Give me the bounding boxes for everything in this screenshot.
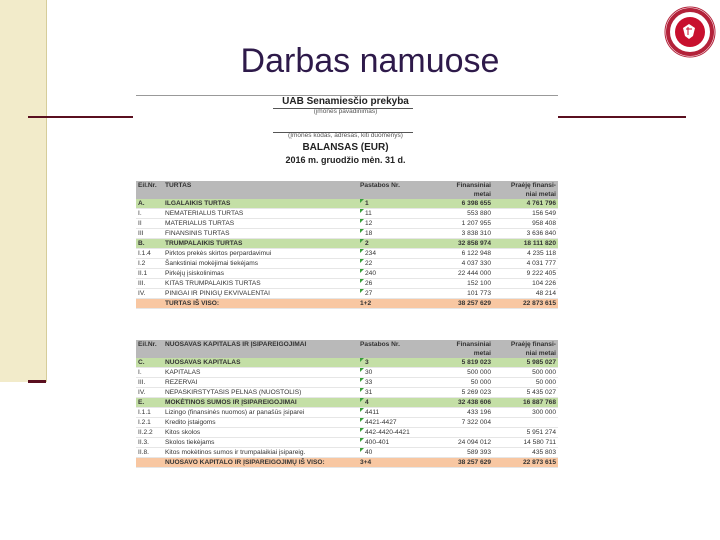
company-info-caption: (Įmonės kodas, adresas, kiti duomenys) xyxy=(288,132,403,139)
previous-year-value: 5 435 027 xyxy=(493,388,558,398)
table-row xyxy=(136,209,558,219)
previous-year-value xyxy=(493,418,558,428)
note-number xyxy=(358,408,428,418)
current-year-value: 3 838 310 xyxy=(428,229,493,239)
previous-year-value: 18 111 820 xyxy=(493,239,558,249)
table-row xyxy=(136,418,558,428)
current-year-value: 5 269 023 xyxy=(428,388,493,398)
note-number-text: 442-4420-4421 xyxy=(365,429,410,436)
item-name: NUOSAVO KAPITALO IR ĮSIPAREIGOJIMŲ IŠ VISO: xyxy=(163,458,358,468)
current-year-value: 7 322 004 xyxy=(428,418,493,428)
university-seal-icon xyxy=(664,6,716,58)
assets-table xyxy=(136,181,558,309)
table-row xyxy=(136,438,558,448)
current-year-value: 38 257 629 xyxy=(428,458,493,468)
previous-year-value: 435 803 xyxy=(493,448,558,458)
note-number xyxy=(358,378,428,388)
row-number: C. xyxy=(136,358,163,368)
row-number: I. xyxy=(136,209,163,219)
item-name: TURTAS IŠ VISO: xyxy=(163,299,358,309)
item-name: KITAS TRUMPALAIKIS TURTAS xyxy=(163,279,358,289)
note-marker-icon xyxy=(360,448,364,452)
note-marker-icon xyxy=(360,239,364,243)
column-header: Finansiniai xyxy=(428,340,493,349)
row-number xyxy=(136,299,163,309)
row-number: II.8. xyxy=(136,448,163,458)
table-row xyxy=(136,428,558,438)
column-header xyxy=(163,190,358,199)
company-name: UAB Senamiesčio prekyba xyxy=(282,96,409,107)
row-number: II.3. xyxy=(136,438,163,448)
slide-title: Darbas namuose xyxy=(240,42,500,80)
column-header: Praėję finansi- xyxy=(493,181,558,190)
note-number xyxy=(358,438,428,448)
table-row xyxy=(136,448,558,458)
column-header xyxy=(136,190,163,199)
note-number xyxy=(358,368,428,378)
column-header xyxy=(358,190,428,199)
item-name: MOKĖTINOS SUMOS IR ĮSIPAREIGOJIMAI xyxy=(163,398,358,408)
note-number xyxy=(358,398,428,408)
previous-year-value: 4 235 118 xyxy=(493,249,558,259)
note-number-text: 400-401 xyxy=(365,439,390,446)
title-underline-right xyxy=(558,116,686,118)
note-number-text: 26 xyxy=(365,280,373,287)
current-year-value: 32 438 606 xyxy=(428,398,493,408)
previous-year-value: 500 000 xyxy=(493,368,558,378)
note-number xyxy=(358,448,428,458)
column-header: Praėję finansi- xyxy=(493,340,558,349)
table-row xyxy=(136,378,558,388)
current-year-value: 6 398 655 xyxy=(428,199,493,209)
column-header: NUOSAVAS KAPITALAS IR ĮSIPAREIGOJIMAI xyxy=(163,340,358,349)
previous-year-value: 5 951 274 xyxy=(493,428,558,438)
note-number-text: 30 xyxy=(365,369,373,376)
item-name: KAPITALAS xyxy=(163,368,358,378)
item-name: Kitos mokėtinos sumos ir trumpalaikiai įsipareig. xyxy=(163,448,358,458)
table-row xyxy=(136,219,558,229)
note-marker-icon xyxy=(360,428,364,432)
note-marker-icon xyxy=(360,219,364,223)
table-header-row xyxy=(136,349,558,358)
previous-year-value: 5 985 027 xyxy=(493,358,558,368)
note-number xyxy=(358,209,428,219)
note-number: 3+4 xyxy=(358,458,428,468)
note-number-text: 4411 xyxy=(365,409,380,416)
row-number: III. xyxy=(136,279,163,289)
current-year-value: 1 207 955 xyxy=(428,219,493,229)
table-row xyxy=(136,249,558,259)
sidebar-edge xyxy=(46,0,47,382)
note-marker-icon xyxy=(360,209,364,213)
note-marker-icon xyxy=(360,289,364,293)
previous-year-value: 156 549 xyxy=(493,209,558,219)
note-number-text: 4421-4427 xyxy=(365,419,397,426)
note-number xyxy=(358,418,428,428)
note-number-text: 240 xyxy=(365,270,377,277)
column-header: Finansiniai xyxy=(428,181,493,190)
current-year-value: 24 094 012 xyxy=(428,438,493,448)
table-row xyxy=(136,269,558,279)
note-number xyxy=(358,279,428,289)
note-number xyxy=(358,289,428,299)
note-marker-icon xyxy=(360,388,364,392)
note-number-text: 33 xyxy=(365,379,373,386)
note-marker-icon xyxy=(360,279,364,283)
company-caption: (įmonės pavadinimas) xyxy=(313,108,378,115)
item-name: Kitos skolos xyxy=(163,428,358,438)
column-header xyxy=(163,349,358,358)
current-year-value: 152 100 xyxy=(428,279,493,289)
previous-year-value: 22 873 615 xyxy=(493,299,558,309)
note-number xyxy=(358,259,428,269)
note-number-text: 3 xyxy=(365,359,369,366)
current-year-value xyxy=(428,428,493,438)
row-number: I.2 xyxy=(136,259,163,269)
note-number-text: 11 xyxy=(365,210,372,217)
note-number-text: 234 xyxy=(365,250,377,257)
current-year-value: 500 000 xyxy=(428,368,493,378)
column-header: TURTAS xyxy=(163,181,358,190)
note-number xyxy=(358,269,428,279)
note-marker-icon xyxy=(360,368,364,372)
previous-year-value: 9 222 405 xyxy=(493,269,558,279)
item-name: REZERVAI xyxy=(163,378,358,388)
row-number: IV. xyxy=(136,388,163,398)
row-number: II.2.2 xyxy=(136,428,163,438)
column-header: Pastabos Nr. xyxy=(358,181,428,190)
note-number-text: 18 xyxy=(365,230,373,237)
note-marker-icon xyxy=(360,259,364,263)
statement-title: BALANSAS (EUR) xyxy=(302,142,389,153)
total-row xyxy=(136,458,558,468)
section-row xyxy=(136,358,558,368)
current-year-value: 433 196 xyxy=(428,408,493,418)
note-number-text: 40 xyxy=(365,449,373,456)
note-marker-icon xyxy=(360,398,364,402)
note-number xyxy=(358,239,428,249)
item-name: NEMATERIALUS TURTAS xyxy=(163,209,358,219)
column-header: metai xyxy=(428,190,493,199)
current-year-value: 5 819 023 xyxy=(428,358,493,368)
current-year-value: 4 037 330 xyxy=(428,259,493,269)
note-number xyxy=(358,428,428,438)
row-number: I.1.1 xyxy=(136,408,163,418)
sidebar-accent xyxy=(28,380,46,383)
row-number: II xyxy=(136,219,163,229)
item-name: NUOSAVAS KAPITALAS xyxy=(163,358,358,368)
note-marker-icon xyxy=(360,438,364,442)
note-number-text: 22 xyxy=(365,260,373,267)
section-row xyxy=(136,239,558,249)
item-name: Pirkėjų įsiskolinimas xyxy=(163,269,358,279)
item-name: Skolos tiekėjams xyxy=(163,438,358,448)
note-number-text: 31 xyxy=(365,389,373,396)
title-underline-left xyxy=(28,116,133,118)
row-number: III xyxy=(136,229,163,239)
table-row xyxy=(136,289,558,299)
note-number: 1+2 xyxy=(358,299,428,309)
item-name: PINIGAI IR PINIGŲ EKVIVALENTAI xyxy=(163,289,358,299)
column-header xyxy=(358,349,428,358)
table-row xyxy=(136,368,558,378)
current-year-value: 38 257 629 xyxy=(428,299,493,309)
note-marker-icon xyxy=(360,358,364,362)
section-row xyxy=(136,199,558,209)
note-marker-icon xyxy=(360,269,364,273)
column-header: metai xyxy=(428,349,493,358)
previous-year-value: 50 000 xyxy=(493,378,558,388)
note-marker-icon xyxy=(360,249,364,253)
previous-year-value: 4 761 796 xyxy=(493,199,558,209)
note-marker-icon xyxy=(360,229,364,233)
note-number-text: 27 xyxy=(365,290,373,297)
item-name: ILGALAIKIS TURTAS xyxy=(163,199,358,209)
note-number xyxy=(358,358,428,368)
current-year-value: 553 880 xyxy=(428,209,493,219)
row-number: III. xyxy=(136,378,163,388)
note-number-text: 12 xyxy=(365,220,373,227)
row-number: II.1 xyxy=(136,269,163,279)
previous-year-value: 104 226 xyxy=(493,279,558,289)
table-header-row xyxy=(136,181,558,190)
column-header: niai metai xyxy=(493,349,558,358)
row-number: B. xyxy=(136,239,163,249)
note-marker-icon xyxy=(360,418,364,422)
column-header: Eil.Nr. xyxy=(136,340,163,349)
note-number-text: 4 xyxy=(365,399,369,406)
note-number xyxy=(358,199,428,209)
note-number-text: 1 xyxy=(365,200,369,207)
note-marker-icon xyxy=(360,408,364,412)
row-number: I.1.4 xyxy=(136,249,163,259)
item-name: Pirktos prekės skirtos perpardavimui xyxy=(163,249,358,259)
balance-sheet-document xyxy=(133,95,558,490)
decorative-sidebar xyxy=(0,0,46,382)
previous-year-value: 16 887 768 xyxy=(493,398,558,408)
equity-liabilities-table xyxy=(136,340,558,468)
table-row xyxy=(136,229,558,239)
current-year-value: 589 393 xyxy=(428,448,493,458)
current-year-value: 32 858 974 xyxy=(428,239,493,249)
note-marker-icon xyxy=(360,199,364,203)
previous-year-value: 3 636 840 xyxy=(493,229,558,239)
item-name: MATERIALUS TURTAS xyxy=(163,219,358,229)
row-number: IV. xyxy=(136,289,163,299)
table-header-row xyxy=(136,190,558,199)
current-year-value: 50 000 xyxy=(428,378,493,388)
note-number xyxy=(358,219,428,229)
table-row xyxy=(136,408,558,418)
section-row xyxy=(136,398,558,408)
note-number xyxy=(358,229,428,239)
table-header-row xyxy=(136,340,558,349)
table-row xyxy=(136,279,558,289)
current-year-value: 22 444 000 xyxy=(428,269,493,279)
note-number xyxy=(358,249,428,259)
item-name: NEPASKIRSTYTASIS PELNAS (NUOSTOLIS) xyxy=(163,388,358,398)
previous-year-value: 14 580 711 xyxy=(493,438,558,448)
current-year-value: 6 122 948 xyxy=(428,249,493,259)
row-number: I.2.1 xyxy=(136,418,163,428)
item-name: TRUMPALAIKIS TURTAS xyxy=(163,239,358,249)
previous-year-value: 300 000 xyxy=(493,408,558,418)
previous-year-value: 4 031 777 xyxy=(493,259,558,269)
row-number xyxy=(136,458,163,468)
item-name: Lizingo (finansinės nuomos) ar panašūs įsiparei xyxy=(163,408,358,418)
row-number: A. xyxy=(136,199,163,209)
row-number: E. xyxy=(136,398,163,408)
column-header: niai metai xyxy=(493,190,558,199)
total-row xyxy=(136,299,558,309)
item-name: Šankstiniai mokėjimai tiekėjams xyxy=(163,259,358,269)
column-header: Eil.Nr. xyxy=(136,181,163,190)
current-year-value: 101 773 xyxy=(428,289,493,299)
column-header: Pastabos Nr. xyxy=(358,340,428,349)
statement-date: 2016 m. gruodžio mėn. 31 d. xyxy=(285,155,406,165)
item-name: Kredito įstaigoms xyxy=(163,418,358,428)
previous-year-value: 958 408 xyxy=(493,219,558,229)
table-row xyxy=(136,259,558,269)
note-number xyxy=(358,388,428,398)
column-header xyxy=(136,349,163,358)
note-marker-icon xyxy=(360,378,364,382)
note-number-text: 2 xyxy=(365,240,369,247)
item-name: FINANSINIS TURTAS xyxy=(163,229,358,239)
table-row xyxy=(136,388,558,398)
row-number: I. xyxy=(136,368,163,378)
previous-year-value: 48 214 xyxy=(493,289,558,299)
previous-year-value: 22 873 615 xyxy=(493,458,558,468)
